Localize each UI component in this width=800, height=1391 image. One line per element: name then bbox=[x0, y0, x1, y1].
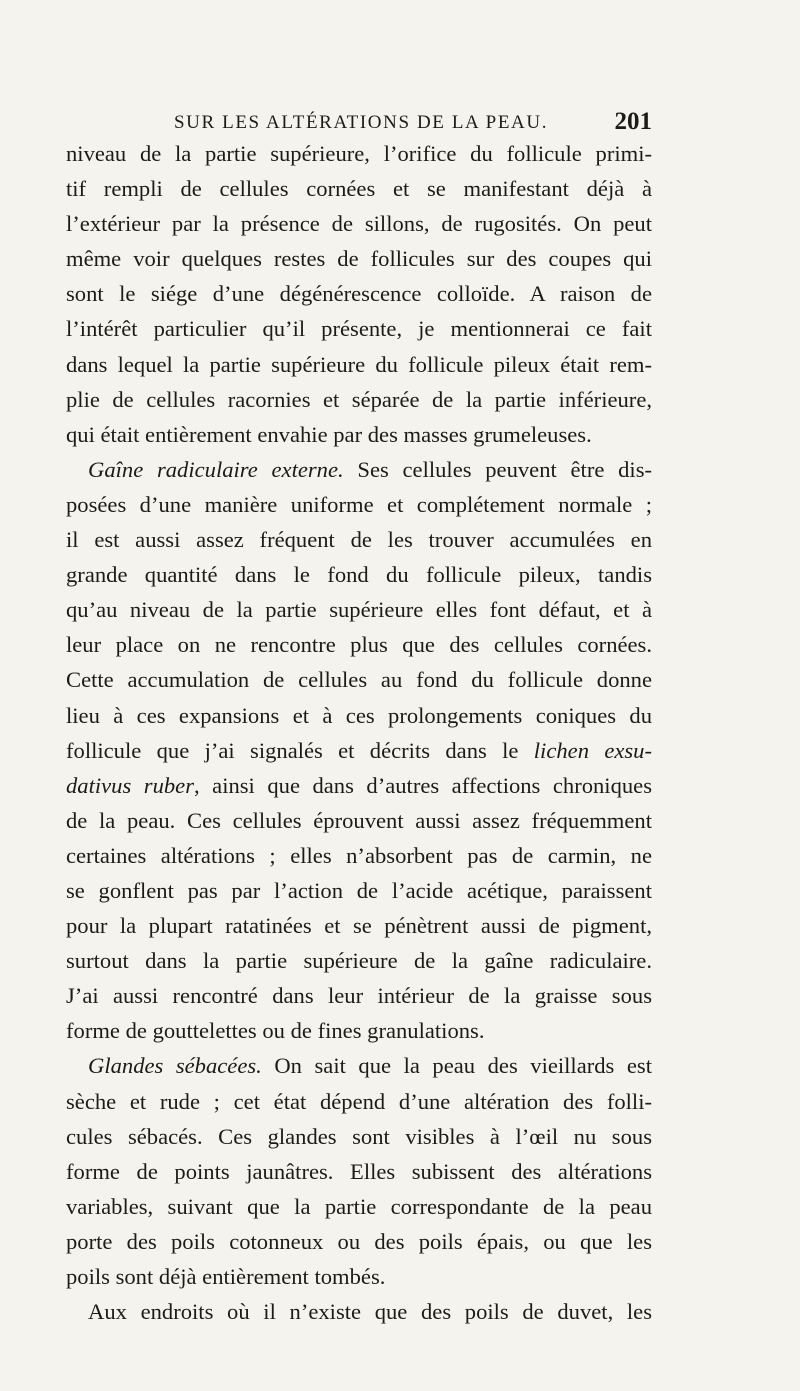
text-line: posées d’une manière uniforme et complétement normale ; bbox=[66, 491, 652, 517]
running-title: SUR LES ALTÉRATIONS DE LA PEAU. bbox=[174, 112, 549, 133]
body-text bbox=[66, 136, 652, 1329]
text-line: poils sont déjà entièrement tombés. bbox=[66, 1264, 386, 1289]
text-line: qui était entièrement envahie par des masses grumeleuses. bbox=[66, 421, 592, 447]
text-line: tif rempli de cellules cornées et se manifestant déjà à bbox=[66, 176, 652, 202]
text-line: Gaîne radiculaire externe. Ses cellules peuvent être dis- bbox=[88, 456, 653, 482]
text-line: plie de cellules racornies et séparée de la partie inférieure, bbox=[66, 386, 652, 412]
section-heading-glandes: Glandes sébacées. bbox=[88, 1053, 262, 1079]
text-line: de la peau. Ces cellules éprouvent aussi assez fréquemment bbox=[66, 807, 652, 833]
text-line: sèche et rude ; cet état dépend d’une altération des folli- bbox=[66, 1088, 652, 1114]
text-line: l’intérêt particulier qu’il présente, je mentionnerai ce fait bbox=[66, 316, 652, 342]
text-line: niveau de la partie supérieure, l’orifice du follicule primi- bbox=[66, 141, 652, 166]
text-line: porte des poils cotonneux ou des poils épais, ou que les bbox=[66, 1228, 652, 1254]
text-line: cules sébacés. Ces glandes sont visibles à l’œil nu sous bbox=[66, 1123, 652, 1149]
section-heading-gaine: Gaîne radiculaire externe. bbox=[88, 456, 344, 482]
text-line: grande quantité dans le fond du follicule pileux, tandis bbox=[66, 562, 652, 588]
text-line: surtout dans la partie supérieure de la gaîne radiculaire. bbox=[66, 948, 652, 974]
text-line: qu’au niveau de la partie supérieure elles font défaut, et à bbox=[66, 597, 652, 623]
text-line: Cette accumulation de cellules au fond du follicule donne bbox=[66, 667, 652, 693]
text-line: lieu à ces expansions et à ces prolongements coniques du bbox=[66, 702, 652, 728]
page-header bbox=[66, 108, 652, 138]
text-line: Aux endroits où il n’existe que des poils de duvet, les bbox=[88, 1299, 652, 1325]
text-line: forme de points jaunâtres. Elles subissent des altérations bbox=[66, 1158, 652, 1184]
text-line: forme de gouttelettes ou de fines granulations. bbox=[66, 1018, 485, 1044]
text-line: dans lequel la partie supérieure du follicule pileux était rem- bbox=[66, 351, 652, 377]
text-line: Glandes sébacées. On sait que la peau des vieillards est bbox=[88, 1053, 652, 1079]
text-line: l’extérieur par la présence de sillons, de rugosités. On peut bbox=[66, 211, 652, 237]
page-number: 201 bbox=[614, 108, 652, 135]
text-line: leur place on ne rencontre plus que des cellules cornées. bbox=[66, 632, 652, 658]
text-line: il est aussi assez fréquent de les trouver accumulées en bbox=[66, 527, 652, 553]
text-line: variables, suivant que la partie correspondante de la peau bbox=[66, 1193, 652, 1219]
text-line: même voir quelques restes de follicules sur des coupes qui bbox=[66, 246, 652, 272]
text-line: certaines altérations ; elles n’absorbent pas de carmin, ne bbox=[66, 842, 652, 868]
text-line: J’ai aussi rencontré dans leur intérieur de la graisse sous bbox=[66, 983, 652, 1009]
text-line: se gonflent pas par l’action de l’acide acétique, paraissent bbox=[66, 877, 652, 903]
text-line: dativus ruber, ainsi que dans d’autres affections chroniques bbox=[66, 772, 652, 798]
text-line: follicule que j’ai signalés et décrits dans le lichen exsu- bbox=[66, 737, 652, 763]
text-line: sont le siége d’une dégénérescence colloïde. A raison de bbox=[66, 281, 652, 307]
text-line: pour la plupart ratatinées et se pénètrent aussi de pigment, bbox=[66, 913, 652, 939]
